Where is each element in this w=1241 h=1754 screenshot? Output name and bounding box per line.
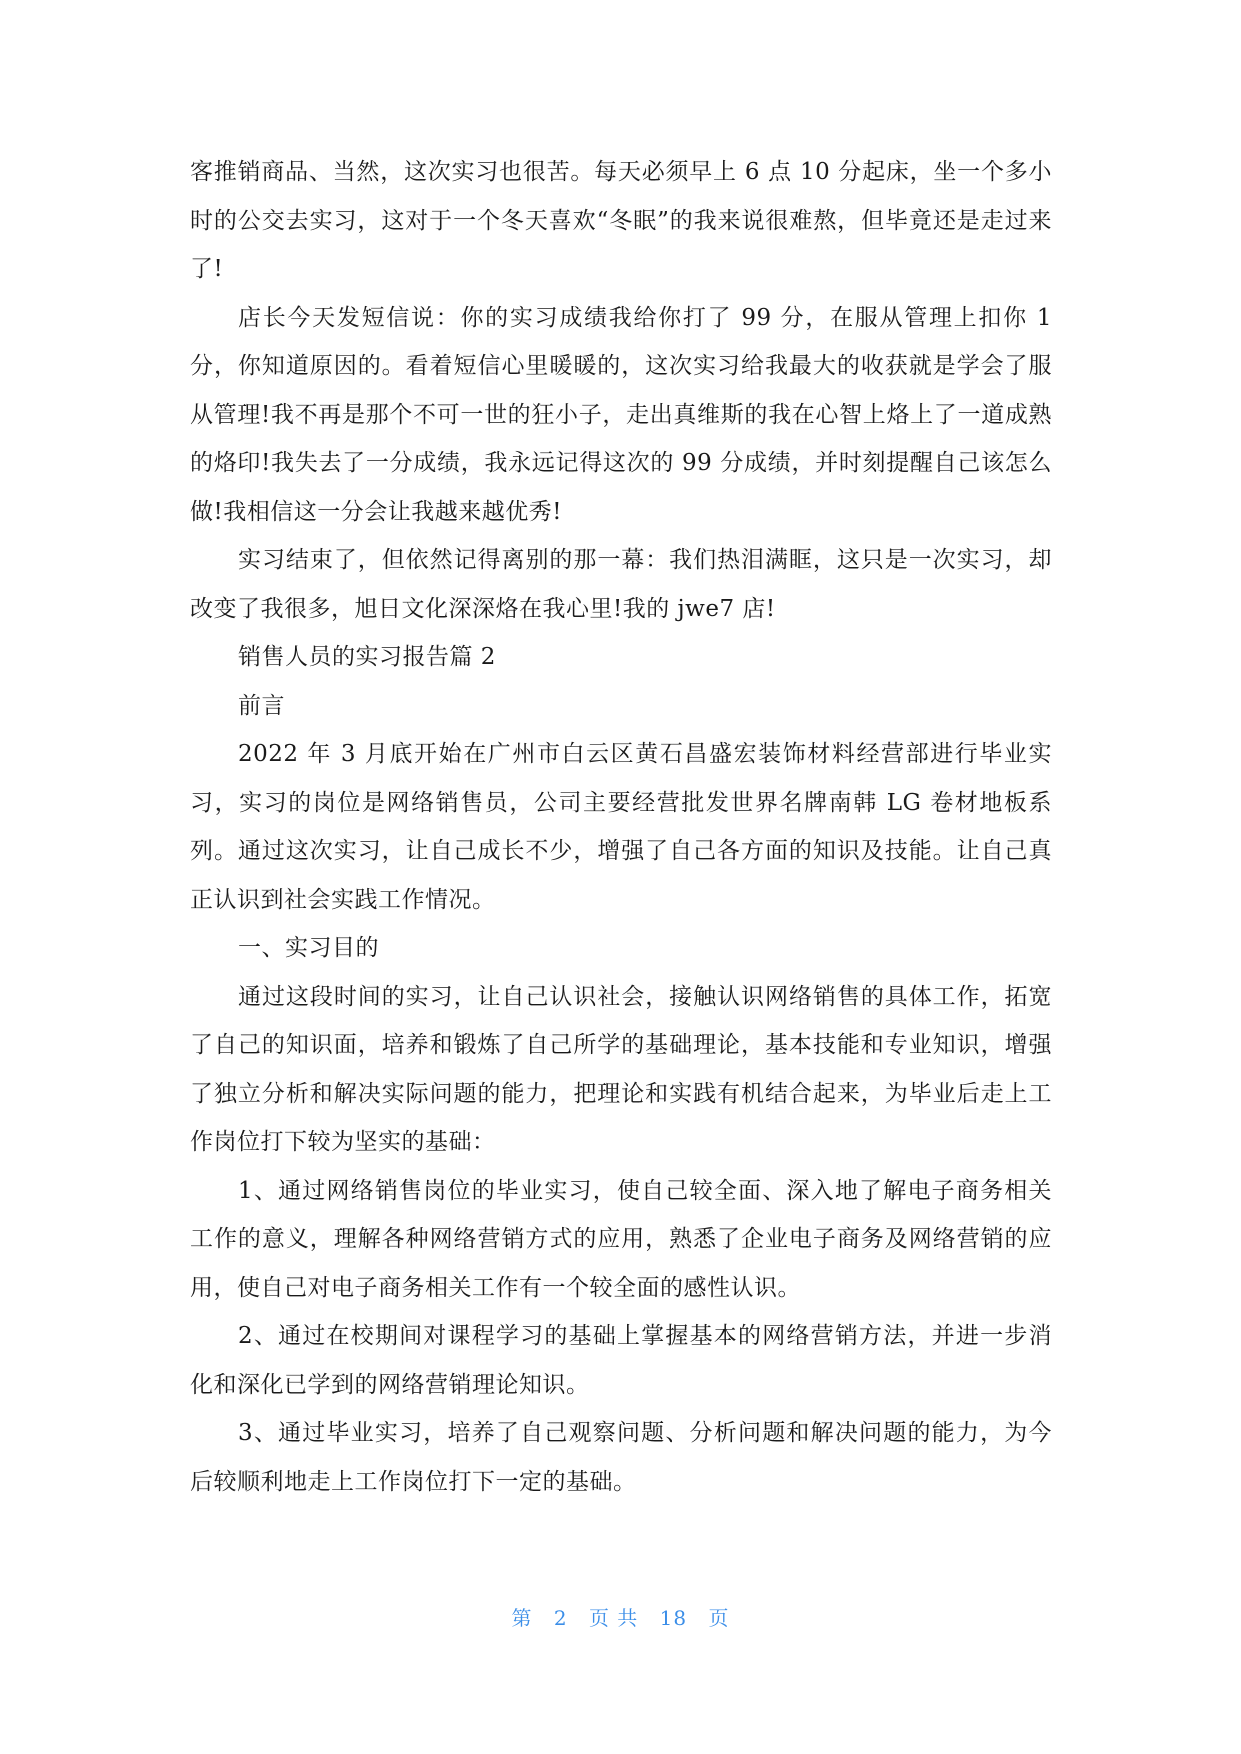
total-pages-number: 18 [659,1606,688,1630]
list-item: 1、通过网络销售岗位的毕业实习，使自己较全面、深入地了解电子商务相关工作的意义，理解各种网络营销方式的应用，熟悉了企业电子商务及网络营销的应用，使自己对电子商务相关工作有一个较全面的感性认识。 [190,1177,1052,1301]
paragraph: 实习结束了，但依然记得离别的那一幕：我们热泪满眶，这只是一次实习，却改变了我很多，旭日文化深深烙在我心里!我的 jwe7 店! [190,547,1052,622]
paragraph: 2022 年 3 月底开始在广州市白云区黄石昌盛宏装饰材料经营部进行毕业实习，实习的岗位是网络销售员，公司主要经营批发世界名牌南韩 LG 卷材地板系列。通过这次实习，让自己成长不少，增强了自己各方面的知识及技能。让自己真正认识到社会实践工作情况。 [190,741,1052,913]
page-label-mid: 页 共 [588,1606,639,1630]
list-item: 3、通过毕业实习，培养了自己观察问题、分析问题和解决问题的能力，为今后较顺利地走上工作岗位打下一定的基础。 [190,1420,1052,1495]
page-label-prefix: 第 [511,1606,533,1630]
section-heading: 销售人员的实习报告篇 2 [238,644,496,670]
list-item: 2、通过在校期间对课程学习的基础上掌握基本的网络营销方法，并进一步消化和深化已学到的网络营销理论知识。 [190,1323,1052,1398]
document-body [190,148,1052,1506]
page-footer [0,1602,1241,1631]
paragraph: 通过这段时间的实习，让自己认识社会，接触认识网络销售的具体工作，拓宽了自己的知识面，培养和锻炼了自己所学的基础理论，基本技能和专业知识，增强了独立分析和解决实际问题的能力，把理论和实践有机结合起来，为毕业后走上工作岗位打下较为坚实的基础： [190,983,1052,1155]
current-page-number: 2 [553,1606,568,1630]
section-heading: 前言 [238,692,285,719]
paragraph: 客推销商品、当然，这次实习也很苦。每天必须早上 6 点 10 分起床，坐一个多小时的公交去实习，这对于一个冬天喜欢“冬眠”的我来说很难熬，但毕竟还是走过来了! [190,159,1052,282]
paragraph: 店长今天发短信说：你的实习成绩我给你打了 99 分，在服从管理上扣你 1 分，你知道原因的。看着短信心里暖暖的，这次实习给我最大的收获就是学会了服从管理!我不再是那个不可一世的狂小子，走出真维斯的我在心智上烙上了一道成熟的烙印!我失去了一分成绩，我永远记得这次的 99 分成绩，并时刻提醒自己该怎么做!我相信这一分会让我越来越优秀! [190,304,1052,525]
section-heading: 一、实习目的 [238,935,379,961]
page-label-suffix: 页 [708,1606,730,1630]
